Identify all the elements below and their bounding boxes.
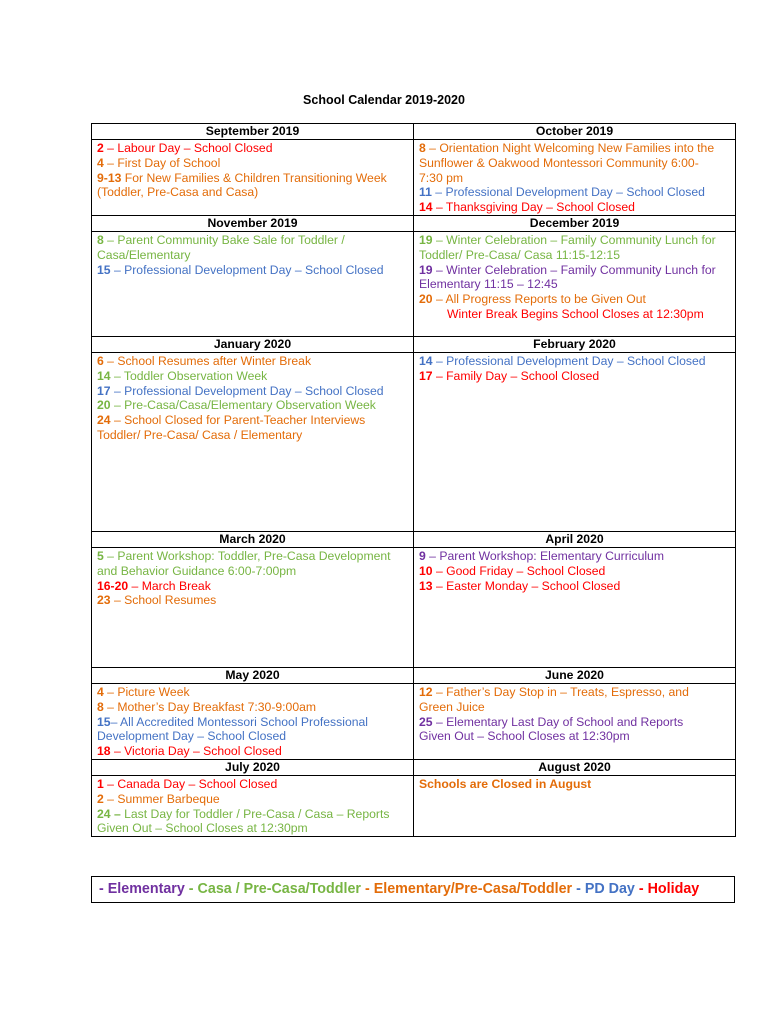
entry-text: – Picture Week [103, 684, 190, 699]
legend-separator: - [634, 881, 648, 897]
entry-date: 17 [419, 368, 433, 383]
entry-date: 9 [419, 548, 426, 563]
calendar-entry [97, 715, 408, 730]
entry-text: and Behavior Guidance 6:00-7:00pm [97, 563, 297, 578]
calendar-entry [97, 821, 408, 836]
calendar-entry [97, 807, 408, 822]
calendar-entry [419, 777, 730, 792]
calendar-entry [97, 369, 408, 384]
calendar-entry [97, 744, 408, 759]
calendar-entry [419, 549, 730, 564]
entry-text: – Mother’s Day Breakfast 7:30-9:00am [103, 699, 317, 714]
calendar-entry [419, 579, 730, 594]
entry-text: – Parent Community Bake Sale for Toddler / [103, 232, 345, 247]
legend-label: Casa [197, 881, 232, 897]
calendar-entry [419, 263, 730, 278]
calendar-entry [419, 277, 730, 292]
entry-text: – Pre-Casa/Casa/Elementary Observation Week [110, 398, 376, 413]
calendar-entry [419, 233, 730, 248]
calendar-entry [97, 398, 408, 413]
entry-text: Given Out – School Closes at 12:30pm [97, 821, 308, 836]
entry-text: – School Closed for Parent-Teacher Interviews [110, 413, 366, 428]
entry-text: – Good Friday – School Closed [432, 563, 606, 578]
calendar-entry [419, 141, 730, 156]
month-header-november: November 2019 [92, 215, 414, 231]
month-cell-may [92, 683, 414, 759]
calendar-entry [419, 307, 730, 322]
entry-text: (Toddler, Pre-Casa and Casa) [97, 185, 259, 200]
entry-text: – Summer Barbeque [103, 791, 220, 806]
entry-text: – Labour Day – School Closed [103, 141, 273, 155]
entry-text: – Canada Day – School Closed [103, 776, 278, 791]
entry-text: Toddler/ Pre-Casa/ Casa 11:15-12:15 [419, 247, 620, 262]
calendar-entry [97, 777, 408, 792]
entry-text: – Victoria Day – School Closed [110, 744, 282, 759]
entry-text: For New Families & Children Transitioning Week [121, 170, 387, 185]
calendar-entry [97, 792, 408, 807]
legend-separator: - [99, 881, 108, 897]
legend-label: PD Day [584, 881, 635, 897]
month-cell-december [414, 231, 736, 336]
month-cell-june [414, 683, 736, 759]
entry-text: Winter Break Begins School Closes at 12:30pm [447, 306, 704, 321]
month-cell-august [414, 775, 736, 836]
entry-text: – March Break [128, 578, 211, 593]
entry-text: Casa/Elementary [97, 247, 191, 262]
calendar-entry [419, 292, 730, 307]
calendar-entry [419, 248, 730, 263]
month-cell-july [92, 775, 414, 836]
page-title: School Calendar 2019-2020 [303, 93, 465, 107]
entry-text: – Professional Development Day – School Closed [431, 185, 705, 200]
entry-text: Last Day for Toddler / Pre-Casa / Casa – Reports [120, 806, 390, 821]
entry-text: Toddler/ Pre-Casa/ Casa / Elementary [97, 427, 303, 442]
color-legend [91, 876, 735, 903]
entry-text: – Family Day – School Closed [432, 368, 600, 383]
entry-date: 2 [97, 791, 104, 806]
calendar-entry [97, 171, 408, 186]
month-cell-february [414, 352, 736, 531]
entry-text: Given Out – School Closes at 12:30pm [419, 729, 630, 744]
calendar-entry [97, 428, 408, 443]
entry-text: – Thanksgiving Day – School Closed [432, 200, 635, 215]
entry-date: 6 [97, 353, 104, 368]
calendar-entry [97, 141, 408, 156]
entry-date: 15 [97, 262, 111, 277]
entry-text: – School Resumes after Winter Break [103, 353, 312, 368]
calendar-entry [97, 233, 408, 248]
entry-text: – Parent Workshop: Toddler, Pre-Casa Development [103, 548, 391, 563]
entry-text: – Professional Development Day – School Closed [110, 383, 384, 398]
entry-date: 12 [419, 684, 433, 699]
calendar-entry [97, 700, 408, 715]
calendar-entry [419, 369, 730, 384]
calendar-entry [97, 354, 408, 369]
month-cell-october [414, 140, 736, 216]
month-cell-september [92, 140, 414, 216]
entry-date: Schools are Closed in August [419, 776, 592, 791]
calendar-entry [419, 729, 730, 744]
entry-date: 8 [97, 232, 104, 247]
entry-date: 14 [97, 368, 111, 383]
entry-text: – All Progress Reports to be Given Out [432, 292, 646, 307]
month-cell-november [92, 231, 414, 336]
month-cell-march [92, 547, 414, 667]
entry-date: 2 [97, 141, 104, 155]
legend-separator: - [360, 881, 374, 897]
entry-text: Sunflower & Oakwood Montessori Community 6:00- [419, 155, 699, 170]
legend-label: Elementary [107, 881, 185, 897]
entry-date: 13 [419, 578, 433, 593]
entry-text: – Orientation Night Welcoming New Families into the [425, 141, 715, 155]
calendar-entry [419, 715, 730, 730]
entry-text: Green Juice [419, 699, 485, 714]
entry-date: 18 [97, 744, 111, 759]
entry-date: 25 [419, 714, 433, 729]
entry-text: – Parent Workshop: Elementary Curriculum [425, 548, 664, 563]
entry-text: – Winter Celebration – Family Community Lunch for [432, 262, 716, 277]
calendar-entry [97, 579, 408, 594]
month-header-june: June 2020 [414, 667, 736, 683]
entry-date: 9-13 [97, 170, 122, 185]
entry-text: – Father’s Day Stop in – Treats, Espresso, and [432, 684, 689, 699]
calendar-entry [97, 729, 408, 744]
calendar-entry [419, 171, 730, 186]
month-header-may: May 2020 [92, 667, 414, 683]
entry-date: 4 [97, 684, 104, 699]
entry-date: 5 [97, 548, 104, 563]
entry-text: – Easter Monday – School Closed [432, 578, 621, 593]
month-cell-april [414, 547, 736, 667]
legend-label: Pre-Casa/Toddler [243, 881, 361, 897]
calendar-entry [419, 564, 730, 579]
entry-text: Elementary 11:15 – 12:45 [419, 277, 558, 292]
month-header-october: October 2019 [414, 124, 736, 140]
calendar-entry [419, 185, 730, 200]
calendar-entry [419, 156, 730, 171]
calendar-entry [97, 549, 408, 564]
entry-date: 1 [97, 776, 104, 791]
month-header-april: April 2020 [414, 531, 736, 547]
month-header-september: September 2019 [92, 124, 414, 140]
entry-date: 11 [419, 185, 432, 200]
month-header-february: February 2020 [414, 336, 736, 352]
entry-date: 24 [97, 413, 111, 428]
entry-text: – Winter Celebration – Family Community Lunch for [432, 232, 716, 247]
entry-date: 8 [97, 699, 104, 714]
calendar-entry [97, 593, 408, 608]
calendar-table [91, 123, 736, 837]
calendar-entry [419, 685, 730, 700]
legend-label: Elementary/Pre-Casa/Toddler [373, 881, 573, 897]
month-header-august: August 2020 [414, 759, 736, 775]
entry-text: 7:30 pm [419, 170, 464, 185]
calendar-entry [419, 200, 730, 215]
entry-text: – Toddler Observation Week [110, 368, 268, 383]
entry-date: 24 – [97, 806, 121, 821]
month-header-july: July 2020 [92, 759, 414, 775]
entry-date: 14 [419, 353, 433, 368]
calendar-entry [97, 384, 408, 399]
entry-text: – Professional Development Day – School Closed [432, 353, 706, 368]
month-header-march: March 2020 [92, 531, 414, 547]
entry-date: 19 [419, 232, 433, 247]
entry-date: 8 [419, 141, 426, 155]
month-header-december: December 2019 [414, 215, 736, 231]
calendar-entry [97, 413, 408, 428]
entry-text: – All Accredited Montessori School Professional [110, 714, 368, 729]
month-cell-january [92, 352, 414, 531]
calendar-entry [97, 685, 408, 700]
calendar-entry [419, 354, 730, 369]
entry-date: 14 [419, 200, 433, 215]
entry-date: 17 [97, 383, 111, 398]
legend-label: Holiday [647, 881, 700, 897]
calendar-entry [97, 263, 408, 278]
calendar-entry [419, 700, 730, 715]
entry-text: – School Resumes [110, 593, 217, 608]
entry-text: Development Day – School Closed [97, 729, 287, 744]
entry-date: 20 [97, 398, 111, 413]
calendar-entry [97, 248, 408, 263]
entry-date: 4 [97, 155, 104, 170]
entry-date: 19 [419, 262, 433, 277]
entry-text: – Professional Development Day – School Closed [110, 262, 384, 277]
entry-date: 16-20 [97, 578, 129, 593]
calendar-entry [97, 156, 408, 171]
legend-separator: / [231, 881, 244, 897]
month-header-january: January 2020 [92, 336, 414, 352]
entry-date: 15 [97, 714, 111, 729]
calendar-entry [97, 185, 408, 200]
legend-separator: - [184, 881, 198, 897]
entry-date: 20 [419, 292, 433, 307]
entry-text: – Elementary Last Day of School and Reports [432, 714, 684, 729]
entry-date: 23 [97, 593, 111, 608]
calendar-entry [97, 564, 408, 579]
entry-text: – First Day of School [103, 155, 221, 170]
entry-date: 10 [419, 563, 433, 578]
legend-separator: - [572, 881, 585, 897]
